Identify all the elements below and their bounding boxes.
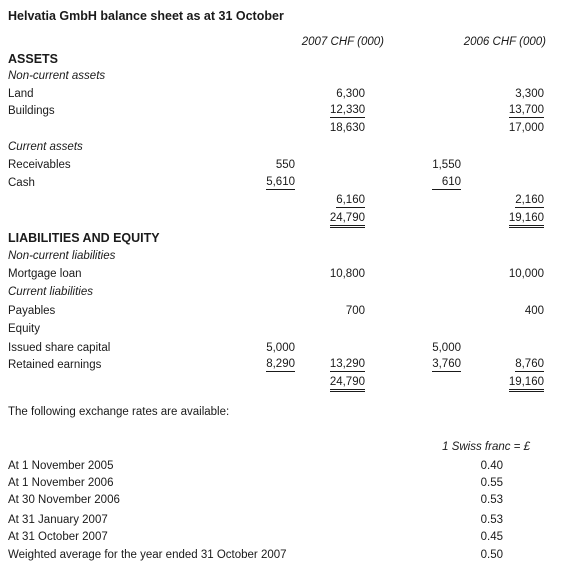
current-assets-heading: Current assets — [8, 141, 83, 153]
receivables-2007: 550 — [275, 159, 295, 171]
non-current-assets-total-2007: 18,630 — [329, 122, 365, 134]
current-assets-total-2007: 6,160 — [336, 194, 365, 206]
exchange-rates-intro: The following exchange rates are available: — [8, 406, 230, 418]
rate-value: 0.53 — [480, 494, 503, 506]
receivables-label: Receivables — [8, 159, 71, 171]
issued-share-capital-label: Issued share capital — [8, 342, 111, 354]
payables-2007: 700 — [345, 305, 365, 317]
payables-label: Payables — [8, 305, 56, 317]
rate-label: Weighted average for the year ended 31 October 2007 — [8, 549, 287, 561]
rate-label: At 1 November 2006 — [8, 477, 114, 489]
mortgage-loan-2007: 10,800 — [329, 268, 365, 280]
receivables-2006: 1,550 — [432, 159, 461, 171]
rate-label: At 1 November 2005 — [8, 460, 114, 472]
non-current-assets-heading: Non-current assets — [8, 70, 106, 82]
cash-label: Cash — [8, 177, 35, 189]
buildings-2007: 12,330 — [330, 104, 366, 116]
equity-total-2007: 13,290 — [329, 358, 365, 370]
issued-share-capital-2007: 5,000 — [266, 342, 295, 354]
total-liabilities-equity-2007: 24,790 — [330, 376, 365, 392]
buildings-label: Buildings — [8, 105, 55, 117]
current-liabilities-heading: Current liabilities — [8, 286, 94, 298]
mortgage-loan-2006: 10,000 — [508, 268, 544, 280]
land-label: Land — [8, 88, 34, 100]
rate-value: 0.45 — [480, 531, 503, 543]
total-assets-2007: 24,790 — [330, 212, 365, 228]
mortgage-loan-label: Mortgage loan — [8, 268, 82, 280]
retained-earnings-2007: 8,290 — [266, 358, 295, 370]
rate-value: 0.50 — [480, 549, 503, 561]
rate-label: At 31 January 2007 — [8, 514, 108, 526]
page-title: Helvatia GmbH balance sheet as at 31 October — [8, 9, 284, 23]
non-current-liabilities-heading: Non-current liabilities — [8, 250, 116, 262]
rate-label: At 30 November 2006 — [8, 494, 120, 506]
liabilities-equity-heading: LIABILITIES AND EQUITY — [8, 231, 160, 245]
assets-heading: ASSETS — [8, 52, 59, 66]
equity-label: Equity — [8, 323, 40, 335]
column-header-2007: 2007 CHF (000) — [301, 36, 384, 48]
cash-2007: 5,610 — [266, 176, 295, 188]
non-current-assets-total-2006: 17,000 — [508, 122, 544, 134]
rate-value: 0.55 — [480, 477, 503, 489]
equity-total-2006: 8,760 — [515, 358, 544, 370]
column-header-2006: 2006 CHF (000) — [463, 36, 546, 48]
rate-value: 0.40 — [480, 460, 503, 472]
cash-2006: 610 — [432, 176, 461, 190]
land-2007: 6,300 — [336, 88, 365, 100]
rate-label: At 31 October 2007 — [8, 531, 108, 543]
rate-value: 0.53 — [480, 514, 503, 526]
retained-earnings-2006: 3,760 — [432, 358, 461, 370]
buildings-2006: 13,700 — [508, 104, 544, 116]
retained-earnings-label: Retained earnings — [8, 359, 102, 371]
land-2006: 3,300 — [515, 88, 544, 100]
payables-2006: 400 — [524, 305, 544, 317]
issued-share-capital-2006: 5,000 — [432, 342, 461, 354]
current-assets-total-2006: 2,160 — [515, 194, 544, 206]
total-assets-2006: 19,160 — [509, 212, 544, 228]
exchange-rate-column-header: 1 Swiss franc = £ — [442, 441, 530, 453]
total-liabilities-equity-2006: 19,160 — [509, 376, 544, 392]
